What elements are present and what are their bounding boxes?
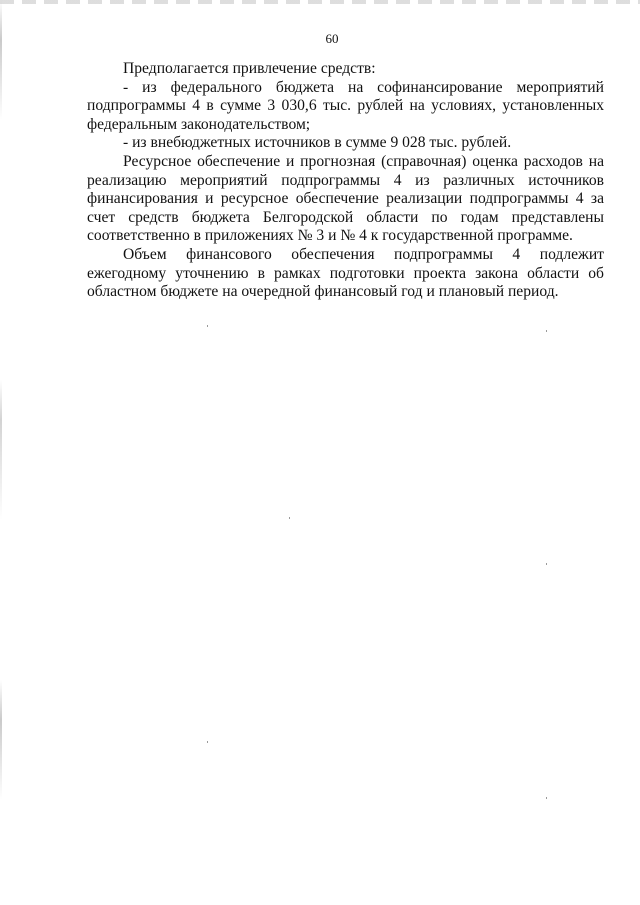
paragraph-federal-budget: - из федерального бюджета на софинансирование мероприятий подпрограммы 4 в сумме 3 030,6 тыс. рублей на условиях, установленных федеральным законодательством; xyxy=(87,78,604,133)
scan-speck xyxy=(546,797,547,799)
scan-speck xyxy=(546,563,547,565)
scan-speck xyxy=(546,330,547,332)
scan-edge-left xyxy=(0,0,2,905)
page-number: 60 xyxy=(325,31,339,46)
scan-speck xyxy=(207,741,208,743)
paragraph-funding-intro: Предполагается привлечение средств: xyxy=(123,60,376,77)
document-body xyxy=(87,60,604,302)
paragraph-resource-provision: Ресурсное обеспечение и прогнозная (справочная) оценка расходов на реализацию мероприятий подпрограммы 4 из различных источников финансирования и ресурсное обеспечение реализации подпрограммы 4 за счет средств бюджета Белгородской области по годам представлены соответственно в приложениях № 3 и № 4 к государственной программе. xyxy=(87,152,604,245)
paragraph-extrabudgetary: - из внебюджетных источников в сумме 9 028 тыс. рублей. xyxy=(123,134,512,152)
scan-edge-top xyxy=(0,0,640,4)
scan-speck xyxy=(207,325,208,327)
paragraph-annual-adjustment: Объем финансового обеспечения подпрограммы 4 подлежит ежегодному уточнению в рамках подготовки проекта закона области об областном бюджете на очередной финансовый год и плановый период. xyxy=(87,245,604,301)
scan-speck xyxy=(289,517,290,519)
